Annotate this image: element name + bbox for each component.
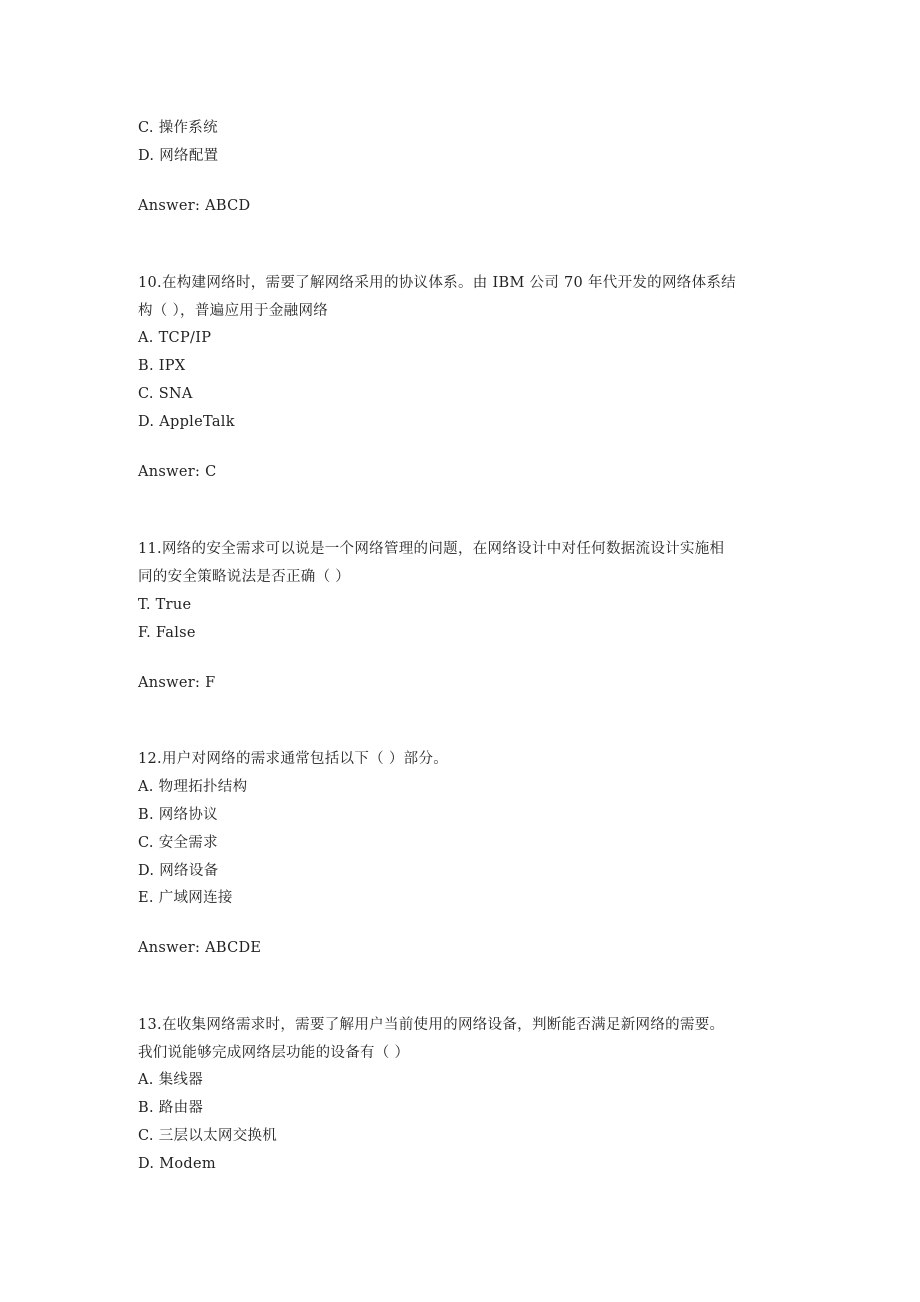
- option-line: B. 路由器: [138, 1100, 204, 1116]
- answer-line: Answer: C: [138, 464, 217, 480]
- question-stem: 12.用户对网络的需求通常包括以下（ ）部分。: [138, 751, 449, 767]
- option-line: C. 操作系统: [138, 120, 218, 136]
- option-line: C. 三层以太网交换机: [138, 1128, 278, 1144]
- answer-line: Answer: ABCDE: [138, 940, 262, 956]
- option-line: A. 物理拓扑结构: [138, 779, 248, 795]
- question-stem: 13.在收集网络需求时，需要了解用户当前使用的网络设备，判断能否满足新网络的需要。: [138, 1017, 725, 1033]
- answer-line: Answer: F: [138, 675, 216, 691]
- option-line: D. 网络配置: [138, 148, 219, 164]
- option-line: A. TCP/IP: [138, 330, 212, 346]
- question-stem: 10.在构建网络时，需要了解网络采用的协议体系。由 IBM 公司 70 年代开发的网络体系结: [138, 275, 736, 291]
- question-stem: 11.网络的安全需求可以说是一个网络管理的问题，在网络设计中对任何数据流设计实施相: [138, 541, 725, 557]
- option-line: F. False: [138, 625, 196, 641]
- answer-line: Answer: ABCD: [138, 198, 251, 214]
- option-line: T. True: [138, 597, 192, 613]
- question-stem: 同的安全策略说法是否正确（ ）: [138, 569, 351, 585]
- option-line: B. IPX: [138, 358, 186, 374]
- option-line: D. 网络设备: [138, 863, 219, 879]
- option-line: D. Modem: [138, 1156, 216, 1172]
- option-line: B. 网络协议: [138, 807, 218, 823]
- option-line: C. SNA: [138, 386, 193, 402]
- option-line: C. 安全需求: [138, 835, 218, 851]
- option-line: E. 广域网连接: [138, 890, 233, 906]
- question-stem: 构（ ），普遍应用于金融网络: [138, 303, 329, 319]
- question-stem: 我们说能够完成网络层功能的设备有（ ）: [138, 1045, 410, 1061]
- option-line: A. 集线器: [138, 1072, 203, 1088]
- option-line: D. AppleTalk: [138, 414, 235, 430]
